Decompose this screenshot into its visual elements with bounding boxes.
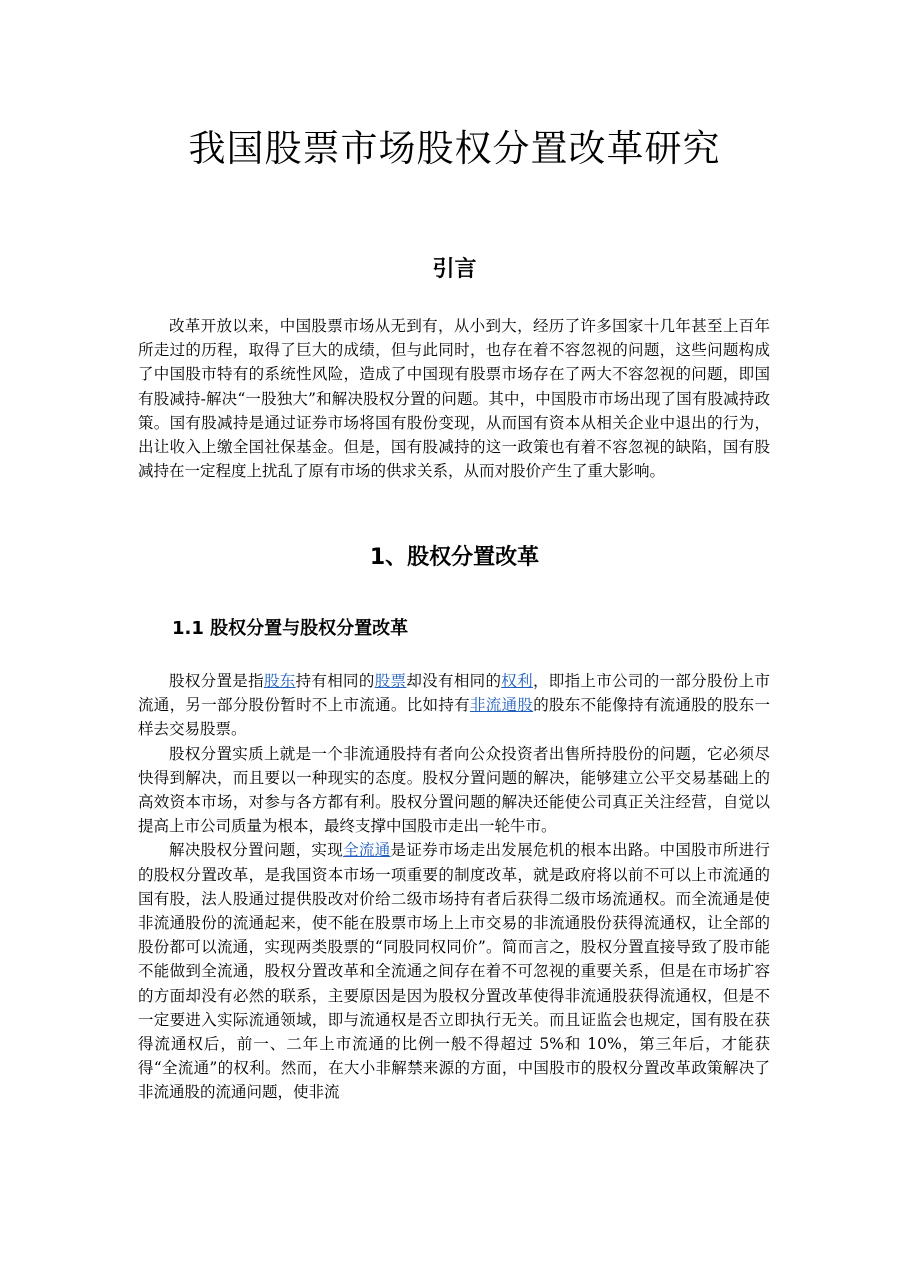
link-non-tradable-shares[interactable]: 非流通股 [469, 696, 534, 715]
paragraph-3 [138, 838, 770, 1104]
p1-text-3: 却没有相同的 [406, 672, 502, 690]
p1-text-1: 股权分置是指 [169, 672, 264, 690]
link-stock[interactable]: 股票 [374, 672, 407, 690]
p1-text-4: ，即指上市公司的一部分股份上市流通，另一部分股份暂时不上市流通。比如持有 [138, 672, 770, 715]
p1-text-2: 持有相同的 [295, 672, 375, 690]
intro-paragraph: 改革开放以来，中国股票市场从无到有，从小到大，经历了许多国家十几年甚至上百年所走过的历程，取得了巨大的成绩，但与此同时，也存在着不容忽视的问题，这些问题构成了中国股市特有的系统性风险，造成了中国现有股票市场存在了两大不容忽视的问题，即国有股减持-解决“一股独大”和解决股权分置的问题。其中，中国股市市场出现了国有股减持政策。国有股减持是通过证券市场将国有股份变现，从而国有资本从相关企业中退出的行为，出让收入上缴全国社保基金。但是，国有股减持的这一政策也有着不容忽视的缺陷，国有股减持在一定程度上扰乱了原有市场的供求关系，从而对股价产生了重大影响。 [138, 317, 770, 481]
section-1-heading: 1、股权分置改革 [369, 545, 540, 570]
intro-heading: 引言 [432, 257, 477, 282]
section-1-1-body [138, 669, 770, 1105]
intro-section [138, 314, 770, 483]
link-shareholder[interactable]: 股东 [263, 672, 296, 690]
link-rights[interactable]: 权利 [501, 672, 533, 690]
paragraph-2: 股权分置实质上就是一个非流通股持有者向公众投资者出售所持股份的问题，它必须尽快得到解决，而且要以一种现实的态度。股权分置问题的解决，能够建立公平交易基础上的高效资本市场，对参与各方都有利。股权分置问题的解决还能使公司真正关注经营，自觉以提高上市公司质量为根本，最终支撑中国股市走出一轮牛市。 [138, 744, 770, 836]
paragraph-1 [138, 669, 770, 742]
link-full-circulation[interactable]: 全流通 [343, 841, 391, 860]
p3-text-2: 是证券市场走出发展危机的根本出路。中国股市所进行的股权分置改革，是我国资本市场一项重要的制度改革，就是政府将以前不可以上市流通的国有股，法人股通过提供股改对价给二级市场持有者后获得二级市场流通权。而全流通是使非流通股份的流通起来，使不能在股票市场上上市交易的非流通股份获得流通权，让全部的股份都可以流通，实现两类股票的“同股同权同价”。简而言之，股权分置直接导致了股市能不能做到全流通，股权分置改革和全流通之间存在着不可忽视的重要关系，但是在市场扩容的方面却没有必然的联系，主要原因是因为股权分置改革使得非流通股获得流通权，但是不一定要进入实际流通领域，即与流通权是否立即执行无关。而且证监会也规定，国有股在获得流通权后，前一、二年上市流通的比例一般不得超过 5%和 10%，第三年后，才能获得“全流通”的权利。然而，在大小非解禁来源的方面，中国股市的股权分置改革政策解决了非流通股的流通问题，使非流 [138, 841, 770, 1102]
p1-text-5: 的股东不能像持有流通股的股东一样去交易股票。 [138, 696, 770, 739]
section-1-1-heading: 1.1 股权分置与股权分置改革 [172, 618, 409, 639]
p3-text-1: 解决股权分置问题，实现 [169, 841, 344, 860]
document-title: 我国股票市场股权分置改革研究 [188, 127, 721, 170]
